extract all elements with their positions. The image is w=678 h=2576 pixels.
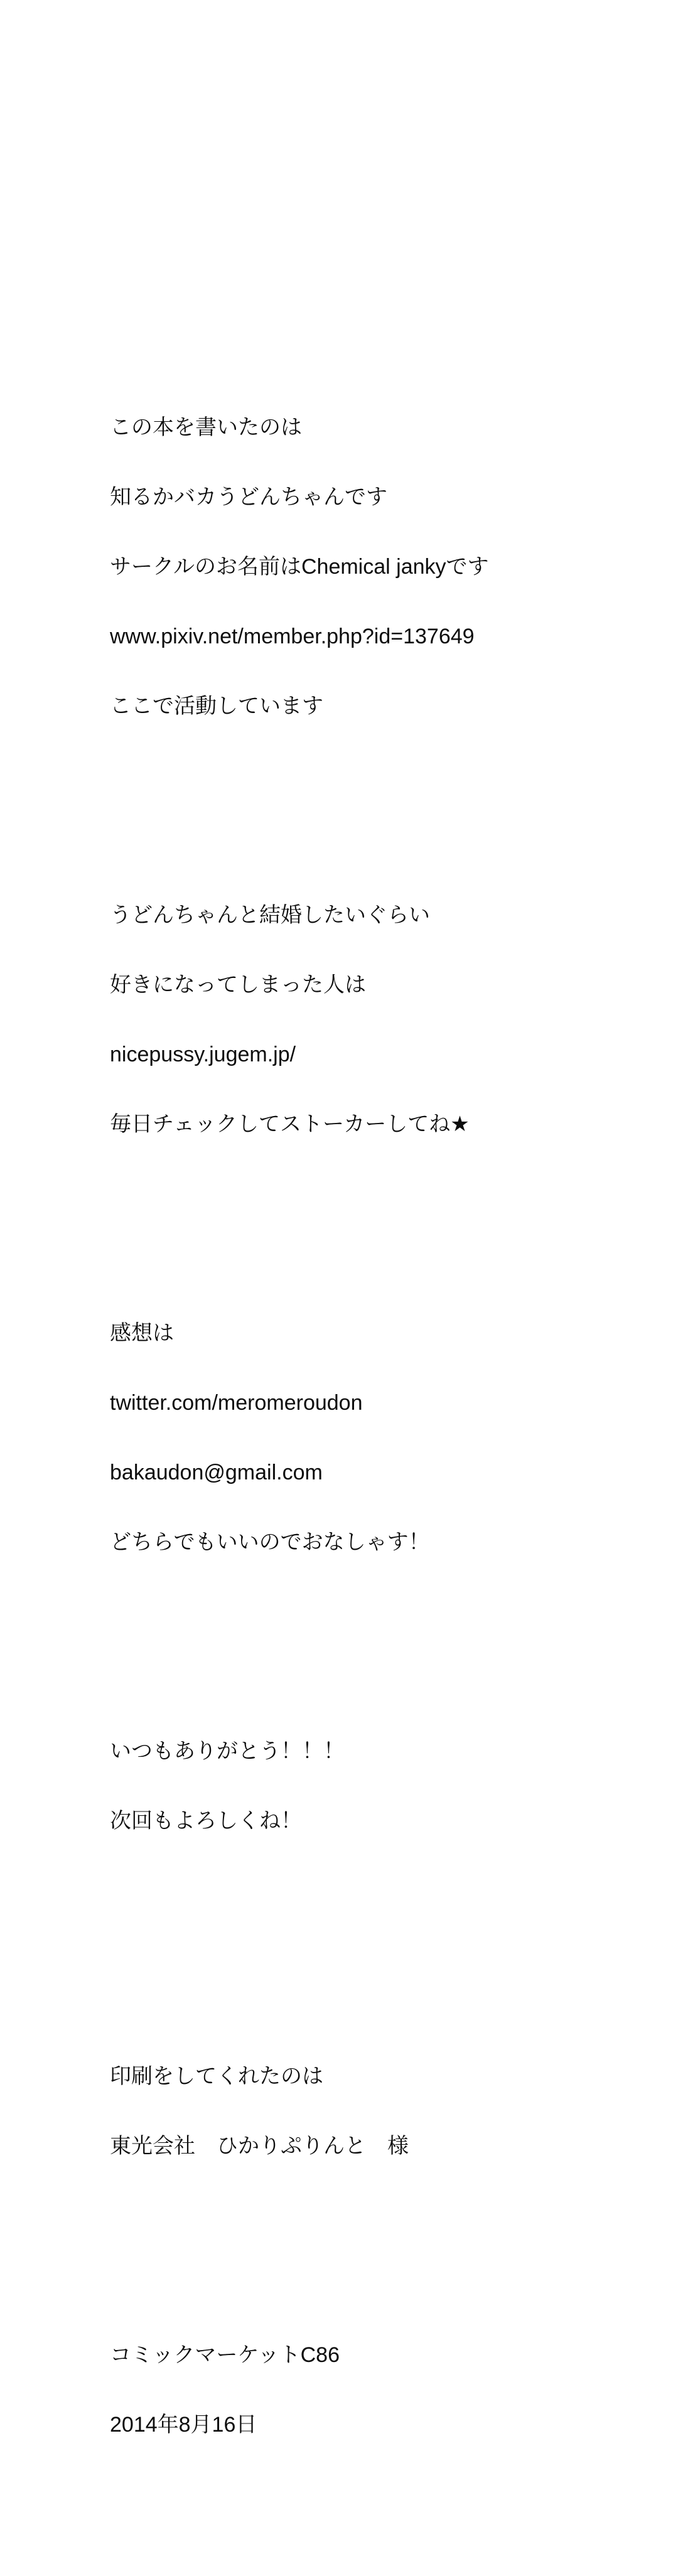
author-info-block bbox=[110, 370, 659, 765]
activity-line: ここで活動しています bbox=[110, 694, 323, 718]
event-info-block bbox=[110, 2297, 659, 2483]
blog-url-line: nicepussy.jugem.jp/ bbox=[110, 1043, 296, 1066]
next-time-line: 次回もよろしくね！ bbox=[110, 1809, 302, 1833]
feedback-info-block bbox=[110, 1275, 659, 1601]
thanks-message-block bbox=[110, 1693, 659, 1879]
printer-name-line: 東光会社 ひかりぷりんと 様 bbox=[110, 2134, 409, 2158]
feedback-intro-line: 感想は bbox=[110, 1321, 174, 1345]
author-intro-line: この本を書いたのは bbox=[110, 416, 302, 439]
blog-intro-line-2: 好きになってしまった人は bbox=[110, 973, 366, 997]
feedback-request-line: どちらでもいいのでおなしゃす！ bbox=[110, 1530, 430, 1554]
event-date-line: 2014年8月16日 bbox=[110, 2413, 257, 2437]
printer-credit-block bbox=[110, 2019, 659, 2204]
printer-intro-line: 印刷をしてくれたのは bbox=[110, 2064, 323, 2088]
blog-info-block bbox=[110, 857, 659, 1183]
circle-name-line: サークルのお名前はChemical jankyです bbox=[110, 555, 489, 579]
blog-intro-line-1: うどんちゃんと結婚したいぐらい bbox=[110, 903, 430, 927]
blog-check-line: 毎日チェックしてストーカーしてね★ bbox=[110, 1112, 470, 1136]
author-name-line: 知るかバカうどんちゃんです bbox=[110, 485, 387, 509]
twitter-url-line: twitter.com/meromeroudon bbox=[110, 1391, 363, 1415]
thanks-line: いつもありがとう！！！ bbox=[110, 1739, 345, 1763]
event-name-line: コミックマーケットC86 bbox=[110, 2343, 340, 2367]
email-line: bakaudon@gmail.com bbox=[110, 1461, 323, 1484]
pixiv-url-line: www.pixiv.net/member.php?id=137649 bbox=[110, 625, 475, 648]
afterword-text bbox=[110, 300, 659, 2576]
